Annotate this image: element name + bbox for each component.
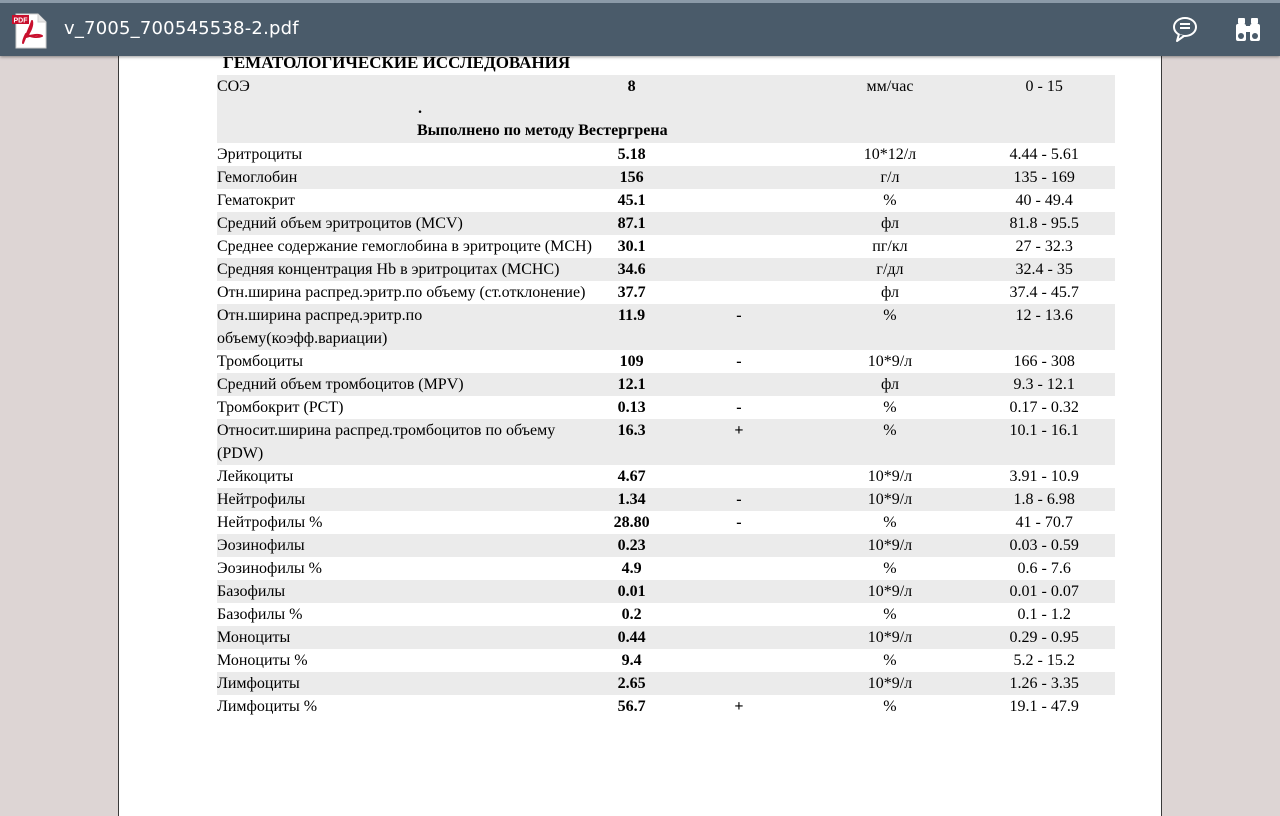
analyte-name: Среднее содержание гемоглобина в эритроците (MCH) [217, 238, 592, 255]
analyte-name: Средний объем тромбоцитов (MPV) [217, 376, 464, 393]
result-value: 9.4 [621, 652, 642, 669]
reference-range: 12 - 13.6 [1015, 307, 1073, 324]
result-flag: - [736, 399, 742, 416]
analyte-name: Базофилы % [217, 606, 303, 623]
result-unit: % [883, 399, 897, 416]
result-flag [671, 603, 806, 626]
reference-range: 19.1 - 47.9 [1009, 698, 1079, 715]
reference-range: 0.6 - 7.6 [1017, 560, 1071, 577]
result-flag: + [734, 698, 744, 715]
table-row [217, 212, 1115, 235]
reference-range: 41 - 70.7 [1015, 514, 1073, 531]
result-value: 4.67 [617, 468, 646, 485]
reference-range: 1.8 - 6.98 [1013, 491, 1075, 508]
result-flag [671, 75, 806, 143]
result-unit: мм/час [866, 78, 914, 95]
result-flag [671, 649, 806, 672]
result-value: 16.3 [617, 422, 646, 439]
result-value: 0.2 [621, 606, 642, 623]
result-flag [671, 212, 806, 235]
table-row [217, 373, 1115, 396]
analyte-name: Моноциты % [217, 652, 308, 669]
reference-range: 5.2 - 15.2 [1013, 652, 1075, 669]
result-flag: - [736, 307, 742, 324]
result-unit: г/л [880, 169, 900, 186]
reference-range: 0 - 15 [1025, 78, 1063, 95]
result-flag [671, 672, 806, 695]
result-flag: + [734, 422, 744, 439]
result-unit: 10*9/л [867, 353, 913, 370]
reference-range: 0.1 - 1.2 [1017, 606, 1071, 623]
table-row [217, 396, 1115, 419]
table-row [217, 649, 1115, 672]
analyte-name: Эритроциты [217, 146, 303, 163]
table-row [217, 511, 1115, 534]
table-row [217, 672, 1115, 695]
reference-range: 0.29 - 0.95 [1009, 629, 1079, 646]
result-flag [671, 626, 806, 649]
result-value: 4.9 [621, 560, 642, 577]
result-value: 56.7 [617, 698, 646, 715]
results-table [217, 75, 1115, 718]
analyte-name: Эозинофилы [217, 537, 305, 554]
result-value: 87.1 [617, 215, 646, 232]
analyte-name: Тромбокрит (PCT) [217, 399, 344, 416]
result-value: 109 [619, 353, 644, 370]
analyte-name: Эозинофилы % [217, 560, 322, 577]
reference-range: 135 - 169 [1013, 169, 1075, 186]
result-unit: 10*9/л [867, 468, 913, 485]
table-row [217, 281, 1115, 304]
analyte-name: Лейкоциты [217, 468, 294, 485]
table-row [217, 695, 1115, 718]
analyte-name: Гематокрит [217, 192, 295, 209]
reference-range: 37.4 - 45.7 [1009, 284, 1079, 301]
table-row [217, 488, 1115, 511]
result-unit: 10*9/л [867, 491, 913, 508]
reference-range: 40 - 49.4 [1015, 192, 1073, 209]
result-unit: % [883, 307, 897, 324]
table-row [217, 534, 1115, 557]
reference-range: 0.03 - 0.59 [1009, 537, 1079, 554]
result-value: 5.18 [617, 146, 646, 163]
pdf-badge-label: PDF [13, 17, 28, 25]
result-value: 1.34 [617, 491, 646, 508]
result-value: 8 [627, 78, 636, 95]
result-value: 0.01 [617, 583, 646, 600]
document-title: v_7005_700545538-2.pdf [64, 18, 299, 39]
result-unit: 10*9/л [867, 583, 913, 600]
result-flag [671, 143, 806, 166]
result-flag [671, 557, 806, 580]
table-row [217, 465, 1115, 488]
table-row [217, 626, 1115, 649]
result-flag [671, 258, 806, 281]
result-unit: % [883, 514, 897, 531]
analyte-name: Нейтрофилы [217, 491, 306, 508]
analyte-name: Базофилы [217, 583, 286, 600]
reference-range: 0.01 - 0.07 [1009, 583, 1079, 600]
result-flag [671, 235, 806, 258]
result-unit: % [883, 698, 897, 715]
analyte-name: Отн.ширина распред.эритр.по объему (ст.отклонение) [217, 284, 586, 301]
result-flag [671, 189, 806, 212]
result-unit: 10*9/л [867, 675, 913, 692]
table-row [217, 557, 1115, 580]
result-value: 11.9 [618, 307, 646, 324]
result-value: 156 [619, 169, 644, 186]
analyte-name: Лимфоциты % [217, 698, 318, 715]
result-value: 30.1 [617, 238, 646, 255]
table-row [217, 603, 1115, 626]
comment-icon [1171, 15, 1199, 43]
result-value: 12.1 [617, 376, 646, 393]
reference-range: 9.3 - 12.1 [1013, 376, 1075, 393]
method-dot: . [418, 100, 422, 117]
result-unit: % [883, 192, 897, 209]
result-flag: - [736, 491, 742, 508]
result-value: 34.6 [617, 261, 646, 278]
analyte-name: СОЭ [217, 78, 250, 95]
result-unit: фл [880, 215, 899, 232]
section-title: ГЕМАТОЛОГИЧЕСКИЕ ИССЛЕДОВАНИЯ [223, 56, 571, 72]
reference-range: 166 - 308 [1013, 353, 1075, 370]
table-row [217, 235, 1115, 258]
result-unit: % [883, 606, 897, 623]
result-unit: г/дл [876, 261, 904, 278]
reference-range: 32.4 - 35 [1015, 261, 1073, 278]
search-button[interactable] [1233, 14, 1263, 44]
table-row [217, 143, 1115, 166]
result-unit: пг/кл [872, 238, 908, 255]
analyte-name: Лимфоциты [217, 675, 300, 692]
result-unit: 10*12/л [863, 146, 917, 163]
analyte-name: Моноциты [217, 629, 291, 646]
result-unit: % [883, 652, 897, 669]
reference-range: 3.91 - 10.9 [1009, 468, 1079, 485]
pdf-page[interactable] [118, 56, 1162, 816]
pdf-file-icon [12, 12, 48, 50]
analyte-name: Отн.ширина распред.эритр.по объему(коэфф.вариации) [217, 307, 423, 347]
analyte-name: Средний объем эритроцитов (MCV) [217, 215, 463, 232]
method-note: Выполнено по методу Вестергрена [417, 122, 668, 139]
analyte-name: Тромбоциты [217, 353, 303, 370]
analyte-name: Нейтрофилы % [217, 514, 323, 531]
table-row [217, 580, 1115, 603]
result-value: 28.80 [613, 514, 650, 531]
reference-range: 4.44 - 5.61 [1009, 146, 1079, 163]
result-unit: % [883, 560, 897, 577]
result-value: 0.44 [617, 629, 646, 646]
result-value: 0.23 [617, 537, 646, 554]
binoculars-icon [1234, 15, 1262, 43]
result-flag [671, 166, 806, 189]
analyte-name: Относит.ширина распред.тромбоцитов по объему (PDW) [217, 422, 556, 462]
result-unit: фл [880, 284, 899, 301]
analyte-name: Гемоглобин [217, 169, 298, 186]
result-value: 0.13 [617, 399, 646, 416]
result-flag [671, 465, 806, 488]
comments-button[interactable] [1170, 14, 1200, 44]
reference-range: 27 - 32.3 [1015, 238, 1073, 255]
reference-range: 81.8 - 95.5 [1009, 215, 1079, 232]
table-row [217, 166, 1115, 189]
reference-range: 1.26 - 3.35 [1009, 675, 1079, 692]
result-flag: - [736, 514, 742, 531]
result-unit: % [883, 422, 897, 439]
result-unit: фл [880, 376, 899, 393]
result-unit: 10*9/л [867, 537, 913, 554]
result-value: 45.1 [617, 192, 646, 209]
result-unit: 10*9/л [867, 629, 913, 646]
table-row [217, 189, 1115, 212]
table-row [217, 304, 1115, 350]
result-flag [671, 534, 806, 557]
analyte-name: Средняя концентрация Hb в эритроцитах (MCHC) [217, 261, 560, 278]
result-value: 2.65 [617, 675, 646, 692]
result-flag: - [736, 353, 742, 370]
app-toolbar [0, 0, 1280, 56]
reference-range: 10.1 - 16.1 [1009, 422, 1079, 439]
table-row [217, 419, 1115, 465]
table-row [217, 350, 1115, 373]
result-flag [671, 373, 806, 396]
table-row [217, 258, 1115, 281]
reference-range: 0.17 - 0.32 [1009, 399, 1079, 416]
result-flag [671, 580, 806, 603]
result-value: 37.7 [617, 284, 646, 301]
result-flag [671, 281, 806, 304]
